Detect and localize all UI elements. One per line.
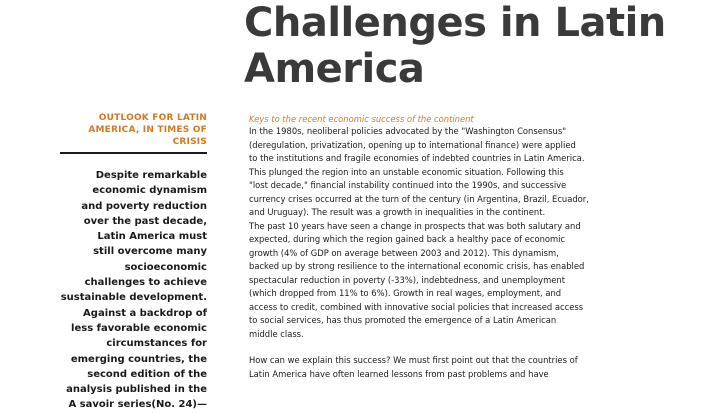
sidebar-heading-line: OUTLOOK FOR LATIN bbox=[98, 113, 207, 123]
text-line: and Uruguay). The result was a growth in inequalities in the continent. bbox=[249, 207, 546, 217]
sidebar-line: A savoir series(No. 24)— bbox=[68, 399, 207, 411]
text-line: This plunged the region into an unstable economic situation. Following this bbox=[249, 166, 564, 177]
sidebar-line: still overcome many bbox=[93, 246, 207, 258]
sidebar-line: sustainable development. bbox=[60, 292, 207, 304]
paragraph-3 bbox=[249, 354, 711, 381]
page-title bbox=[244, 0, 704, 92]
sidebar-line: circumstances for bbox=[106, 338, 207, 350]
text-line: middle class. bbox=[249, 328, 304, 339]
text-line: to the institutions and fragile economies of indebted countries in Latin America. bbox=[249, 153, 585, 163]
text-line: "lost decade," financial instability continued into the 1990s, and successive bbox=[249, 180, 567, 190]
sidebar-heading bbox=[60, 112, 207, 148]
text-line: currency crises occurred at the turn of the century (in Argentina, Brazil, Ecuador, bbox=[249, 193, 589, 204]
sidebar-line: second edition of the bbox=[87, 368, 207, 380]
text-line: The past 10 years have seen a change in prospects that was both salutary and bbox=[249, 220, 581, 231]
sidebar-line: emerging countries, the bbox=[70, 353, 207, 365]
text-line: Latin America have often learned lessons from past problems and have bbox=[249, 368, 549, 379]
text-line: to social services, has thus promoted the emergence of a Latin American bbox=[249, 315, 557, 325]
sidebar bbox=[60, 112, 207, 413]
sidebar-line: analysis published in the bbox=[66, 384, 207, 396]
sidebar-line: Despite remarkable bbox=[95, 170, 207, 181]
paragraph-1 bbox=[249, 125, 711, 220]
sidebar-line: economic dynamism bbox=[92, 185, 207, 197]
paragraph-gap bbox=[249, 341, 711, 354]
text-line: backed up by strong resilience to the international economic crisis, has enabled bbox=[249, 261, 585, 271]
sidebar-line: challenges to achieve bbox=[84, 277, 207, 289]
title-line: America bbox=[244, 46, 425, 92]
sidebar-line: Latin America must bbox=[97, 231, 207, 243]
sidebar-intro bbox=[60, 168, 207, 413]
text-line: expected, during which the region gained back a healthy pace of economic bbox=[249, 234, 566, 244]
section-subtitle: Keys to the recent economic success of the continent bbox=[249, 114, 474, 124]
main-article bbox=[249, 113, 711, 381]
text-line: growth (4% of GDP on average between 2003 and 2012). This dynamism, bbox=[249, 247, 559, 258]
text-line: spectacular reduction in poverty (-33%), indebtedness, and unemployment bbox=[249, 274, 566, 285]
sidebar-heading-line: CRISIS bbox=[172, 137, 207, 147]
text-line: (which dropped from 11% to 6%). Growth in real wages, employment, and bbox=[249, 288, 562, 298]
sidebar-line: over the past decade, bbox=[83, 215, 207, 227]
text-line: In the 1980s, neoliberal policies advocated by the "Washington Consensus" bbox=[249, 126, 567, 136]
text-line: access to credit, combined with innovative social policies that increased access bbox=[249, 301, 584, 312]
sidebar-line: and poverty reduction bbox=[81, 200, 207, 212]
text-line: How can we explain this success? We must first point out that the countries of bbox=[249, 355, 578, 365]
paragraph-2 bbox=[249, 220, 711, 342]
sidebar-line: socioeconomic bbox=[124, 261, 207, 273]
text-line: (deregulation, privatization, opening up to international finance) were applied bbox=[249, 139, 576, 150]
sidebar-line: less favorable economic bbox=[71, 322, 207, 334]
sidebar-line: Against a backdrop of bbox=[83, 307, 207, 319]
title-line: Challenges in Latin bbox=[244, 0, 666, 46]
sidebar-divider bbox=[60, 152, 207, 154]
sidebar-heading-line: AMERICA, IN TIMES OF bbox=[88, 125, 207, 135]
